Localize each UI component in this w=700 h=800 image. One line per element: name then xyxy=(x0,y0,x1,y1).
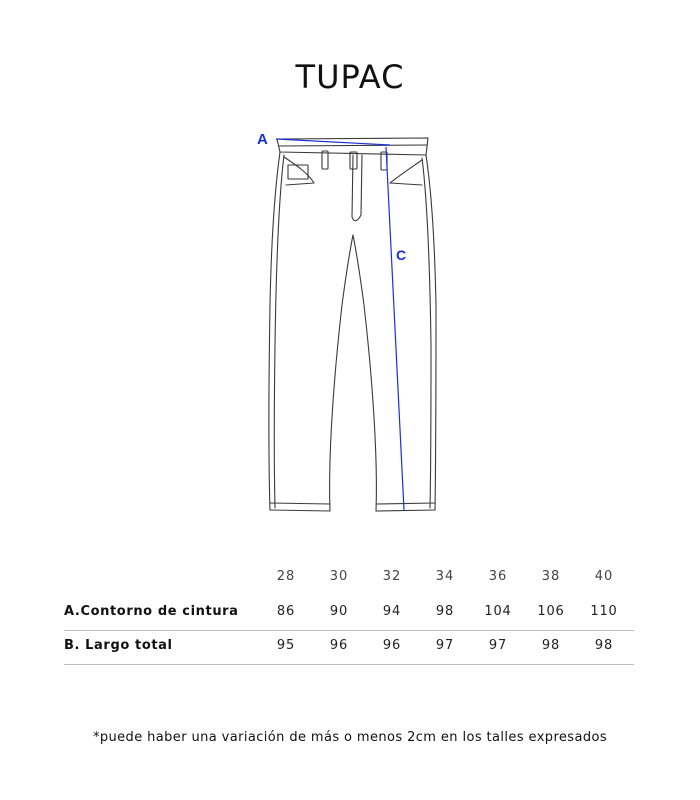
jeans-drawing xyxy=(240,125,460,525)
cell-value: 90 xyxy=(329,604,349,619)
belt-loop xyxy=(350,152,357,169)
measure-line-a xyxy=(276,139,390,145)
cell-value: 106 xyxy=(537,604,565,619)
side-seam-left xyxy=(274,155,284,508)
belt-loop xyxy=(322,151,328,169)
side-seam-right xyxy=(422,158,431,508)
size-36: 36 xyxy=(488,569,508,584)
row-divider xyxy=(64,664,634,665)
cell-value: 98 xyxy=(594,638,614,653)
hem-stitch-left xyxy=(270,503,330,504)
footnote: *puede haber una variación de más o menos 2cm en los talles expresados xyxy=(92,730,608,745)
cell-value: 96 xyxy=(329,638,349,653)
page-title: TUPAC xyxy=(295,58,405,96)
hem-left xyxy=(270,510,330,511)
size-header-row xyxy=(258,569,630,589)
cell-value: 110 xyxy=(590,604,618,619)
hem-stitch-right xyxy=(376,503,435,504)
table-row xyxy=(64,631,634,665)
cell-value: 95 xyxy=(276,638,296,653)
cell-value: 94 xyxy=(382,604,402,619)
size-40: 40 xyxy=(594,569,614,584)
cell-value: 86 xyxy=(276,604,296,619)
inner-leg-left xyxy=(330,235,353,511)
cell-value: 96 xyxy=(382,638,402,653)
table-row xyxy=(64,597,634,631)
size-34: 34 xyxy=(435,569,455,584)
cell-value: 98 xyxy=(541,638,561,653)
hem-right xyxy=(376,510,435,511)
measure-line-c xyxy=(386,147,407,510)
size-38: 38 xyxy=(541,569,561,584)
cell-value: 104 xyxy=(484,604,512,619)
jeans-diagram xyxy=(240,125,460,525)
size-32: 32 xyxy=(382,569,402,584)
row-label: B. Largo total xyxy=(64,638,173,653)
size-30: 30 xyxy=(329,569,349,584)
row-label: A.Contorno de cintura xyxy=(64,604,239,619)
label-a: A xyxy=(257,131,268,148)
label-c: C xyxy=(396,247,407,263)
size-28: 28 xyxy=(276,569,296,584)
cell-value: 97 xyxy=(435,638,455,653)
cell-value: 98 xyxy=(435,604,455,619)
waistband-inner xyxy=(279,145,427,146)
pocket-right xyxy=(390,160,422,185)
cell-value: 97 xyxy=(488,638,508,653)
inner-leg-right xyxy=(353,235,376,511)
